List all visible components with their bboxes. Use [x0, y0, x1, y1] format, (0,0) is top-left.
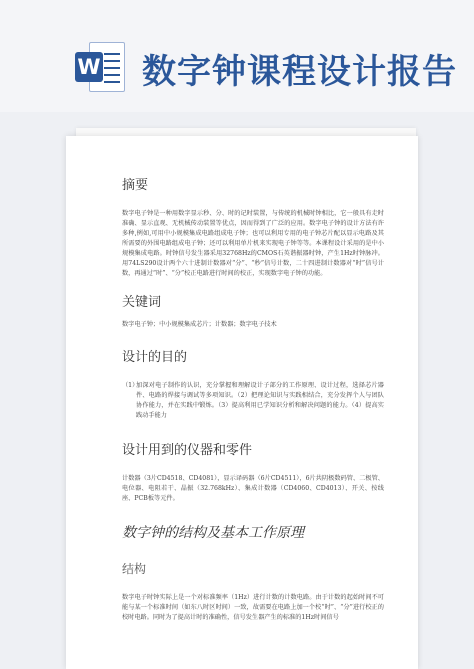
- structure-text: 数字电子时钟实际上是一个对标准频率（1Hz）进行计数的计数电路。由于计数的起始时间不可能与某一个标准时间（如东八时区时间）一致，故需要在电路上加一个校“时”、“分”进行校正的校时电路。同时为了提高计时的准确性，信号发生器产生的标准的1Hz时间信号: [122, 594, 384, 621]
- abstract-heading: 摘要: [122, 178, 149, 193]
- abstract-text: 数字电子钟是一种用数字显示秒、分、时的记时装置，与传统的机械时钟相比，它一般具有走时准确、显示直观、无机械传动装置等优点，因而得到了广泛的应用。数字电子钟的设计方法有许多种,例如,可用中小规模集成电路组成电子钟；也可以利用专用的电子钟芯片配以显示电路及其所需要的外围电路组成电子钟；还可以利用单片机来实现电子钟等等。本课程设计采用的是中小规模集成电路。时钟信号发生器采用32768Hz的CMOS石英谐振器时钟，产生1Hz时钟脉冲。用74LS290设计两个六十进制计数器对“分”、“秒”信号计数，二十四进制计数器对“时”信号计数，再通过“时”、“分”校正电路进行时间的校正，实现数字电子钟的功能。: [122, 210, 384, 277]
- header-banner: [0, 0, 474, 112]
- parts-heading: 设计用到的仪器和零件: [122, 443, 253, 458]
- purpose-heading: 设计的目的: [122, 350, 188, 365]
- document-page: [66, 136, 418, 669]
- page-title: 数字钟课程设计报告: [142, 52, 457, 92]
- purpose-number: （1）: [122, 382, 139, 389]
- structure-subheading: 结构: [122, 562, 147, 576]
- word-logo-letter: W: [75, 52, 103, 82]
- keywords-heading: 关键词: [122, 295, 162, 310]
- structure-heading: 数字钟的结构及基本工作原理: [122, 525, 304, 541]
- keywords-text: 数字电子钟；中小规模集成芯片；计数器；数字电子技术: [122, 321, 277, 328]
- word-document-icon: [75, 38, 125, 94]
- parts-text: 计数器（3片CD4518、CD4081），显示译码器（6片CD4511），6片共阴极数码管、二极管、电位器、电阻若干、晶振（32.768kHz）、集成计数器（CD4060、CD4013）、开关、按线座、PCB板等元件。: [122, 475, 384, 502]
- purpose-text-block: [122, 381, 384, 421]
- purpose-text: 加深对电子制作的认识，充分掌握和理解设计子部分的工作原理、设计过程，选择芯片器件、电路的焊接与调试等多项知识。（2）把理论知识与实践相结合，充分发挥个人与团队协作能力，并在实践中锻炼。（3）提高利用已学知识分析和解决问题的能力。（4）提高实践动手能力: [136, 382, 384, 419]
- document-content: [122, 174, 384, 635]
